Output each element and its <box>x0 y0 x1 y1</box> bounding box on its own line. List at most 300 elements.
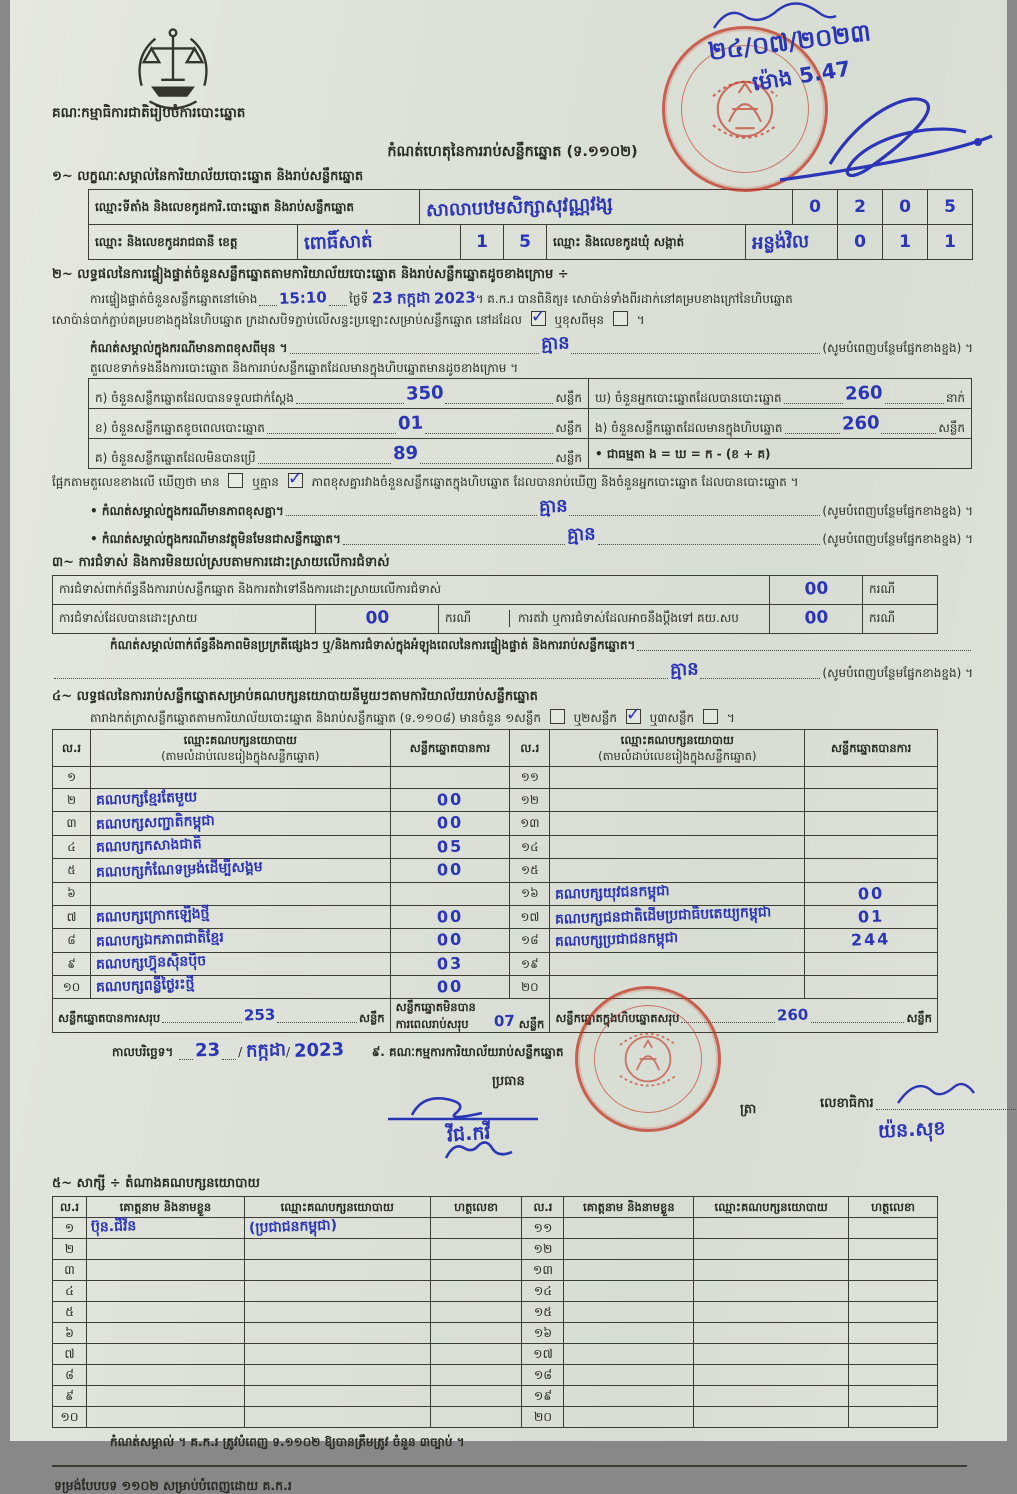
difference-remark-label: • កំណត់សម្គាល់ក្នុងករណីមានភាពខុសគ្នា។ <box>90 503 284 518</box>
station-name-label: ឈ្មោះទីតាំង និងលេខកូដការិ.បោះឆ្នោត និងរាប់សន្លឹកឆ្នោត <box>95 200 355 215</box>
commune-label: ឈ្មោះ និងលេខកូដឃុំ សង្កាត់ <box>546 225 745 259</box>
ballots-in-box-label: ង) ចំនួនសន្លឹកឆ្នោតដែលមានក្នុងហិបឆ្នោត <box>595 420 783 435</box>
party-result-row <box>53 952 938 975</box>
unit: សន្លឹក <box>938 420 965 435</box>
witness-row <box>53 1407 938 1428</box>
witness-table <box>52 1196 938 1428</box>
figures-intro: តួលេខទាក់ទងនឹងការបោះឆ្នោត និងការរាប់សន្លឹកឆ្នោតដែលមានក្នុងហិបឆ្នោតមានដូចខាងក្រោម ។ <box>90 360 519 375</box>
row-number: ១៨ <box>522 1365 564 1386</box>
col-valid-votes: សន្លឹកឆ្នោតបានការ <box>390 729 510 766</box>
checkbox-seal-different <box>613 311 628 326</box>
party-votes-cell <box>805 812 938 835</box>
party-name-cell <box>90 766 390 788</box>
box-total-value: 260 <box>776 1005 809 1025</box>
witness-signature-cell <box>430 1386 522 1407</box>
row-number: ១ <box>53 1218 87 1239</box>
unit: សន្លឹក <box>555 420 582 435</box>
party-result-row <box>53 929 938 952</box>
station-code-digit: 0 <box>792 190 837 224</box>
received-ballots-label: ក) ចំនួនសន្លឹកឆ្នោតដែលបានទទួលជាក់ស្តែង <box>95 390 294 405</box>
party-votes-cell <box>805 766 938 788</box>
checkbox-one-sheet <box>550 709 565 724</box>
col-valid-votes: សន្លឹកឆ្នោតបានការ <box>805 729 938 766</box>
witness-signature-cell <box>430 1239 522 1260</box>
province-label: ឈ្មោះ និងលេខកូដរាជធានី ខេត្ត <box>95 235 238 250</box>
col-witness-name: គោត្តនាម និងនាមខ្លួន <box>86 1197 244 1218</box>
party-name-cell: គណបក្សជនជាតិដើមប្រជាធិបតេយ្យកម្ពុជា <box>550 905 805 928</box>
remark-suffix: (សូមបំពេញបន្ថែមផ្នែកខាងខ្នង) ។ <box>822 503 974 518</box>
objections-row-2 <box>53 604 938 633</box>
irregularities-remark-line2 <box>52 657 973 682</box>
row-number: ២ <box>53 1239 87 1260</box>
section3-heading: ៣~ ការជំទាស់ និងការមិនយល់ស្របតាមការដោះស្រាយលើការជំទាស់ <box>52 554 390 570</box>
unit: នាក់ <box>945 390 965 405</box>
station-code-digit: 5 <box>927 190 972 224</box>
witness-signature-cell <box>430 1302 522 1323</box>
col-no: ល.រ <box>53 729 91 766</box>
witness-party-cell <box>694 1386 849 1407</box>
party-result-row <box>53 905 938 928</box>
section1-heading: ១~ លក្ខណៈសម្គាល់នៃការិយាល័យបោះឆ្នោត និងរាប់សន្លឹកឆ្នោត <box>52 169 364 185</box>
witness-signature-cell <box>849 1344 938 1365</box>
checkbox-two-sheets <box>626 709 641 724</box>
party-name-cell: គណបក្សសញ្ជាតិកម្ពុជា <box>90 812 390 835</box>
witness-signature-cell <box>849 1218 938 1239</box>
party-votes-cell <box>390 766 510 788</box>
checkbox-seal-same <box>531 311 546 326</box>
case-unit: ករណី <box>863 575 938 604</box>
col-party-name: ឈ្មោះគណបក្សនយោបាយ (តាមលំដាប់លេខរៀងក្នុងសន្លឹកឆ្នោត) <box>90 729 390 766</box>
party-votes-cell: 00 <box>390 859 510 882</box>
committee-seal-emblem <box>578 989 718 1129</box>
day-value: 23 <box>371 288 394 308</box>
witness-signature <box>440 1136 520 1166</box>
row-number: ៩ <box>53 1386 87 1407</box>
party-summary-row <box>53 999 938 1032</box>
witness-party-cell <box>244 1302 430 1323</box>
party-votes-cell: 00 <box>390 788 510 811</box>
invalid-total-cell: សន្លឹកឆ្នោតមិនបានការពេលរាប់សរុប 07 សន្លឹក <box>390 999 550 1032</box>
row-number: ៤ <box>53 1281 87 1302</box>
witness-party-cell <box>694 1344 849 1365</box>
witness-name-cell <box>86 1365 244 1386</box>
witness-name-cell <box>86 1407 244 1428</box>
witness-name-cell <box>86 1260 244 1281</box>
seal-remark-line <box>90 331 973 356</box>
witness-signature-cell <box>430 1407 522 1428</box>
checkbox-no-difference <box>288 473 303 488</box>
witness-signature-cell <box>430 1344 522 1365</box>
two-sheets-label: ឬ២សន្លឹក <box>573 710 617 725</box>
receiver-signature <box>770 84 1000 194</box>
invalid-total-value: 07 <box>493 1011 516 1031</box>
witness-party-cell <box>244 1407 430 1428</box>
sentence-end: ។ <box>636 312 645 327</box>
party-result-row <box>53 835 938 858</box>
spoiled-ballots-label: ខ) ចំនួនសន្លឹកឆ្នោតខូចពេលបោះឆ្នោត <box>95 420 265 435</box>
witness-table-header <box>53 1197 938 1218</box>
seal-remark-suffix: (សូមបំពេញបន្ថែមផ្នែកខាងខ្នង) ។ <box>822 340 973 355</box>
col-no: ល.រ <box>53 1197 87 1218</box>
sentence-end: ។ <box>726 710 735 725</box>
party-result-row <box>53 882 938 905</box>
tally-sheet-line <box>90 709 973 727</box>
witness-row <box>53 1218 938 1239</box>
station-code-digit: 2 <box>837 190 882 224</box>
witness-name-cell <box>564 1260 694 1281</box>
party-votes-cell <box>805 835 938 858</box>
witness-name-cell <box>86 1323 244 1344</box>
date-day: 23 <box>194 1039 221 1062</box>
witness-party-cell <box>244 1260 430 1281</box>
witness-name-cell <box>564 1344 694 1365</box>
party-name-cell: គណបក្សកំណែទម្រង់ដើម្បីសង្គម <box>90 859 390 882</box>
unit: សន្លឹក <box>555 390 582 405</box>
row-number: ៨ <box>53 929 91 952</box>
witness-name-cell <box>564 1323 694 1344</box>
station-name-value: សាលាបឋមសិក្សាសុវណ្ណវង្ស <box>419 190 792 224</box>
witness-name-cell <box>86 1386 244 1407</box>
row-number: ៧ <box>53 905 91 928</box>
party-name-cell: គណបក្សឯកភាពជាតិខ្មែរ <box>90 929 390 952</box>
objections-row-1 <box>53 575 938 604</box>
irregularities-remark-line1 <box>110 637 973 654</box>
spoiled-ballots-value: 01 <box>397 412 424 435</box>
row-number: ៧ <box>53 1344 87 1365</box>
row-number: ១៤ <box>522 1281 564 1302</box>
witness-signature-cell <box>849 1323 938 1344</box>
party-votes-cell: 00 <box>390 929 510 952</box>
witness-signature-cell <box>430 1260 522 1281</box>
valid-total-value: 253 <box>243 1005 276 1025</box>
unit: សន្លឹក <box>518 1016 545 1031</box>
row-number: ១៣ <box>510 812 550 835</box>
station-code-digit: 0 <box>882 190 927 224</box>
col-no: ល.រ <box>510 729 550 766</box>
stats-row-1 <box>89 379 972 409</box>
verify-time-label: ការផ្ទៀងផ្ទាត់ចំនួនសន្លឹកឆ្នោតនៅម៉ោង <box>90 291 258 306</box>
row-number: ១៩ <box>510 952 550 975</box>
valid-total-cell: សន្លឹកឆ្នោតបានការសរុប 253 សន្លឹក <box>53 999 391 1032</box>
foreign-objects-value: គ្មាន <box>567 523 597 546</box>
difference-text-a: ផ្អែកតាមតួលេខខាងលើ ឃើញថា មាន <box>52 475 220 490</box>
commune-value: អន្លង់វិល <box>745 225 837 259</box>
difference-text-b: ឬគ្មាន <box>252 475 279 490</box>
witness-row <box>53 1344 938 1365</box>
province-code-digit: 5 <box>503 225 546 259</box>
party-result-row <box>53 812 938 835</box>
commune-code-digit: 1 <box>927 225 972 259</box>
row-number: ១៦ <box>510 882 550 905</box>
box-total-cell: សន្លឹកឆ្នោតក្នុងហិបឆ្នោតសរុប 260 សន្លឹក <box>550 999 938 1032</box>
party-votes-cell <box>805 859 938 882</box>
witness-row <box>53 1260 938 1281</box>
row-number: ៣ <box>53 812 91 835</box>
party-votes-cell <box>390 882 510 905</box>
witness-signature-cell <box>430 1323 522 1344</box>
row-number: ២ <box>53 788 91 811</box>
row-number: ១១ <box>510 766 550 788</box>
chairman-name: វីជ.កវី <box>446 1121 492 1147</box>
party-name-cell: គណបក្សក្រោកឡើងថ្មី <box>90 905 390 928</box>
seal-diff-label: ឬខុសពីមុន <box>554 312 605 327</box>
seal-status-text: សោប៉ាន់បាក់ភ្ជាប់គម្របខាងក្នុងនៃហិបឆ្នោត ក្រដាសបិទភ្ជាប់លើសន្ទះប្រឡោះសម្រាប់សន្លឹកឆ្នោត នៅដដែល <box>52 312 522 327</box>
row-number: ១១ <box>522 1218 564 1239</box>
resolved-row-right <box>439 604 770 633</box>
row-number: ១ <box>53 766 91 788</box>
party-name-cell: គណបក្សពន្លឺថ្ងៃរះថ្មី <box>90 976 390 999</box>
row-number: ៤ <box>53 835 91 858</box>
foreign-objects-remark-line <box>90 522 973 547</box>
ballots-in-box-value: 260 <box>841 412 880 436</box>
row-number: ១០ <box>53 976 91 999</box>
seal-check-text: ។ គ.ក.រ បានពិនិត្យ៖ សោប៉ាន់ទាំងពីរដាក់នៅគម្របខាងក្រៅនៃហិបឆ្នោត <box>475 291 793 306</box>
irregularities-label: កំណត់សម្គាល់ពាក់ព័ន្ធនឹងភាពមិនប្រក្រតីផ្សេងៗ ឬ/និងការជំទាស់ក្នុងអំឡុងពេលនៃការផ្ទៀងផ្ទាត់ និងការរាប់សន្លឹកឆ្នោត។ <box>110 637 636 652</box>
party-result-row <box>53 788 938 811</box>
scanned-form-1102 <box>10 0 1007 1493</box>
witness-party-cell <box>244 1323 430 1344</box>
row-number: ៣ <box>53 1260 87 1281</box>
party-name-cell: គណបក្សយុវជនកម្ពុជា <box>550 882 805 905</box>
witness-name-cell <box>564 1281 694 1302</box>
party-votes-cell: 244 <box>805 929 938 952</box>
witness-name-cell <box>564 1386 694 1407</box>
row-number: ២០ <box>522 1407 564 1428</box>
unit: សន្លឹក <box>906 1010 932 1025</box>
seal-remark-label: កំណត់សម្គាល់ក្នុងករណីមានភាពខុសពីមុន ។ <box>90 340 288 355</box>
date-month: កក្កដា <box>245 1038 287 1062</box>
party-result-row <box>53 976 938 999</box>
unused-ballots-label: គ) ចំនួនសន្លឹកឆ្នោតដែលមិនបានប្រើ <box>95 450 256 465</box>
party-name-cell <box>550 812 805 835</box>
stats-row-3 <box>89 439 972 469</box>
top-scribble-signature <box>710 2 840 36</box>
day-label: ថ្ងៃទី <box>349 291 369 306</box>
seal-label: ត្រា <box>740 1101 757 1117</box>
witness-party-cell <box>244 1344 430 1365</box>
col-witness-party: ឈ្មោះគណបក្សនយោបាយ <box>694 1197 849 1218</box>
unit: សន្លឹក <box>555 450 582 465</box>
month-value: កក្កដា <box>396 288 431 308</box>
witness-row <box>53 1323 938 1344</box>
witness-party-cell: (ប្រជាជនកម្ពុជា) <box>244 1218 430 1239</box>
col-party-sub: (តាមលំដាប់លេខរៀងក្នុងសន្លឹកឆ្នោត) <box>161 748 320 763</box>
row-number: ១២ <box>510 788 550 811</box>
witness-signature-cell <box>430 1218 522 1239</box>
date-line: កាលបរិច្ឆេទ។ 23 / កក្កដា/ 2023 ៩. គណៈកម្មការការិយាល័យរាប់សន្លឹកឆ្នោត <box>112 1038 973 1063</box>
received-ballots-value: 350 <box>405 382 444 406</box>
col-party-name: ឈ្មោះគណបក្សនយោបាយ (តាមលំដាប់លេខរៀងក្នុងសន្លឹកឆ្នោត) <box>550 729 805 766</box>
stamp-date-annotation: ២៤/០៧/២០២៣ <box>706 18 873 66</box>
party-name-cell: គណបក្សប្រជាជនកម្ពុជា <box>550 929 805 952</box>
commune-code-digit: 1 <box>882 225 927 259</box>
objections-total-label: ការជំទាស់ពាក់ព័ន្ធនឹងការរាប់សន្លឹកឆ្នោត និងការតវ៉ាទៅនឹងការដោះស្រាយលើការជំទាស់ <box>53 575 770 604</box>
row-number: ៩ <box>53 952 91 975</box>
party-votes-cell: 00 <box>390 812 510 835</box>
col-signature: ហត្ថលេខា <box>430 1197 522 1218</box>
witness-party-cell <box>694 1281 849 1302</box>
org-name: គណៈកម្មាធិការជាតិរៀបចំការបោះឆ្នោត <box>52 105 246 121</box>
appeal-label: ការតវ៉ា ឬការជំទាស់ដែលអាចនឹងប្ដឹងទៅ គយ.សប <box>509 610 763 627</box>
unused-ballots-value: 89 <box>392 442 419 465</box>
col-signature: ហត្ថលេខា <box>849 1197 938 1218</box>
formula-text: • ជាធម្មតា ង = ឃ = ក - (ខ + គ) <box>595 446 771 461</box>
objections-total-value: 00 <box>769 573 863 607</box>
unit: សន្លឹក <box>359 1010 385 1025</box>
col-party-sub: (តាមលំដាប់លេខរៀងក្នុងសន្លឹកឆ្នោត) <box>598 748 757 763</box>
case-unit: ករណី <box>863 604 938 633</box>
witness-party-cell <box>694 1260 849 1281</box>
witness-row <box>53 1365 938 1386</box>
section1-row2 <box>89 224 972 259</box>
foreign-objects-label: • កំណត់សម្គាល់ក្នុងករណីមានវត្ថុមិនមែនជាសន្លឹកឆ្នោត។ <box>90 531 341 546</box>
party-table-header <box>53 729 938 766</box>
witness-party-cell <box>694 1407 849 1428</box>
checkbox-three-sheets <box>703 709 718 724</box>
party-name-cell: គណបក្សខ្មែរតែមួយ <box>90 788 390 811</box>
party-name-cell <box>550 766 805 788</box>
col-witness-party: ឈ្មោះគណបក្សនយោបាយ <box>244 1197 430 1218</box>
witness-signature-cell <box>430 1281 522 1302</box>
row-number: ១០ <box>53 1407 87 1428</box>
row-number: ១៤ <box>510 835 550 858</box>
section4-heading: ៤~ លទ្ធផលនៃការរាប់សន្លឹកឆ្នោតសម្រាប់គណបក្សនយោបាយនីមួយៗតាមការិយាល័យរាប់សន្លឹកឆ្នោត <box>52 688 538 704</box>
section5-heading: ៥~ សាក្សី ÷ តំណាងគណបក្សនយោបាយ <box>52 1175 260 1191</box>
irregularities-value: គ្មាន <box>669 658 699 681</box>
three-sheets-label: ឬ៣សន្លឹក <box>649 710 695 725</box>
witness-party-cell <box>694 1239 849 1260</box>
committee-title: ៩. គណៈកម្មការការិយាល័យរាប់សន្លឹកឆ្នោត <box>371 1044 564 1059</box>
row-number: ១៥ <box>522 1302 564 1323</box>
row-number: ១៣ <box>522 1260 564 1281</box>
secretary-signature <box>892 1075 982 1109</box>
witness-row <box>53 1302 938 1323</box>
row-number: ៥ <box>53 859 91 882</box>
row-number: ១៥ <box>510 859 550 882</box>
objections-table <box>52 575 938 634</box>
seal-status-line <box>52 311 973 329</box>
case-unit: ករណី <box>445 611 472 626</box>
row-number: ៨ <box>53 1365 87 1386</box>
witness-party-cell <box>244 1281 430 1302</box>
witness-name-cell <box>86 1302 244 1323</box>
witness-name-cell <box>564 1239 694 1260</box>
party-name-cell <box>550 835 805 858</box>
province-value: ពោធិ៍សាត់ <box>297 225 460 259</box>
col-witness-name: គោត្តនាម និងនាមខ្លួន <box>564 1197 694 1218</box>
chairman-label: ប្រធាន <box>492 1073 525 1089</box>
col-no: ល.រ <box>522 1197 564 1218</box>
party-result-row <box>53 766 938 788</box>
party-votes-cell <box>805 952 938 975</box>
party-votes-cell <box>805 976 938 999</box>
form-title: កំណត់ហេតុនៃការរាប់សន្លឹកឆ្នោត (ទ.១១០២) <box>387 144 638 160</box>
difference-text-c: ភាពខុសគ្នារវាងចំនួនសន្លឹកឆ្នោតក្នុងហិបឆ្នោត ដែលបានរាប់ឃើញ និងចំនួនអ្នកបោះឆ្នោត ដែលបានបោះឆ្នោត ។ <box>311 475 799 490</box>
checkbox-has-difference <box>228 473 243 488</box>
party-votes-cell: 05 <box>390 835 510 858</box>
resolved-label: ការជំទាស់ដែលបានដោះស្រាយ <box>53 604 316 633</box>
section1-row1 <box>89 190 972 224</box>
row-number: ១៦ <box>522 1323 564 1344</box>
witness-row <box>53 1386 938 1407</box>
witness-signature-cell <box>849 1239 938 1260</box>
ballot-stats-table <box>88 378 972 469</box>
difference-remark-line <box>90 494 973 519</box>
witness-name-cell <box>86 1239 244 1260</box>
form-id: ទម្រង់បែបបទ ១១០២ សម្រាប់បំពេញដោយ គ.ក.រ <box>54 1477 292 1493</box>
party-name-cell <box>550 788 805 811</box>
witness-party-cell <box>244 1239 430 1260</box>
row-number: ១៩ <box>522 1386 564 1407</box>
party-name-cell <box>550 859 805 882</box>
witness-party-cell <box>694 1365 849 1386</box>
row-number: ៥ <box>53 1302 87 1323</box>
committee-seal-stamp <box>575 986 721 1132</box>
party-votes-cell: 00 <box>390 905 510 928</box>
row-number: ១២ <box>522 1239 564 1260</box>
difference-line <box>52 473 973 491</box>
section2-heading: ២~ លទ្ធផលនៃការផ្ទៀងផ្ទាត់ចំនួនសន្លឹកឆ្នោតតាមការិយាល័យបោះឆ្នោត និងរាប់សន្លឹកឆ្នោតដូចខាងក្រោម ÷ <box>52 267 569 283</box>
party-name-cell: គណបក្សហ៊្វុនស៊ិនប៉ិច <box>90 952 390 975</box>
row-number: ៦ <box>53 882 91 905</box>
remark-suffix: (សូមបំពេញបន្ថែមផ្នែកខាងខ្នង) ។ <box>822 666 973 680</box>
witness-name-cell: ប៊ុន.ជីវ័ន <box>86 1218 244 1239</box>
witness-signature-cell <box>849 1260 938 1281</box>
witness-name-cell <box>86 1281 244 1302</box>
stats-row-2 <box>89 409 972 439</box>
row-number: ១៧ <box>510 905 550 928</box>
party-votes-cell: 01 <box>805 905 938 928</box>
remark-suffix: (សូមបំពេញបន្ថែមផ្នែកខាងខ្នង) ។ <box>822 531 973 546</box>
voters-voted-value: 260 <box>844 382 883 406</box>
resolved-value: 00 <box>315 601 439 636</box>
appeal-value: 00 <box>769 602 863 636</box>
province-code-digit: 1 <box>460 225 503 259</box>
party-votes-cell: 03 <box>390 952 510 975</box>
verify-time-value: 15:10 <box>279 287 328 308</box>
witness-name-cell <box>86 1344 244 1365</box>
witness-party-cell <box>694 1218 849 1239</box>
party-results-table <box>52 729 938 1033</box>
year-value: 2023 <box>433 287 476 308</box>
witness-name-cell <box>564 1407 694 1428</box>
stamp-time-annotation: ម៉ោង 5.47 <box>750 56 853 96</box>
witness-row <box>53 1239 938 1260</box>
footer-note: កំណត់សម្គាល់ ។ គ.ក.រ ត្រូវបំពេញ ទ.១១០២ ឱ្យបានត្រឹមត្រូវ ចំនួន ៣ច្បាប់ ។ <box>110 1435 465 1450</box>
row-number: ២០ <box>510 976 550 999</box>
row-number: ១៧ <box>522 1344 564 1365</box>
tally-sheet-text: តារាងកត់ត្រាសន្លឹកឆ្នោតតាមការិយាល័យបោះឆ្នោត និងរាប់សន្លឹកឆ្នោត (ទ.១១០៨) មានចំនួន ១សន្លឹក <box>90 710 541 725</box>
row-number: ១៨ <box>510 929 550 952</box>
witness-signature-cell <box>849 1386 938 1407</box>
party-result-row <box>53 859 938 882</box>
witness-signature-cell <box>849 1302 938 1323</box>
witness-signature-cell <box>849 1407 938 1428</box>
witness-signature-cell <box>849 1281 938 1302</box>
secretary-name: យ៉ន.សុខ <box>877 1117 947 1143</box>
witness-party-cell <box>244 1365 430 1386</box>
witness-name-cell <box>564 1365 694 1386</box>
witness-party-cell <box>694 1302 849 1323</box>
voters-voted-label: ឃ) ចំនួនអ្នកបោះឆ្នោតដែលបានបោះឆ្នោត <box>595 390 782 405</box>
seal-remark-value: គ្មាន <box>540 332 570 355</box>
secretary-label: លេខាធិការ <box>820 1095 874 1111</box>
difference-remark-value: គ្មាន <box>538 495 568 518</box>
section1-table <box>88 189 973 260</box>
date-label: កាលបរិច្ឆេទ។ <box>112 1044 174 1059</box>
party-votes-cell <box>805 788 938 811</box>
witness-party-cell <box>244 1386 430 1407</box>
